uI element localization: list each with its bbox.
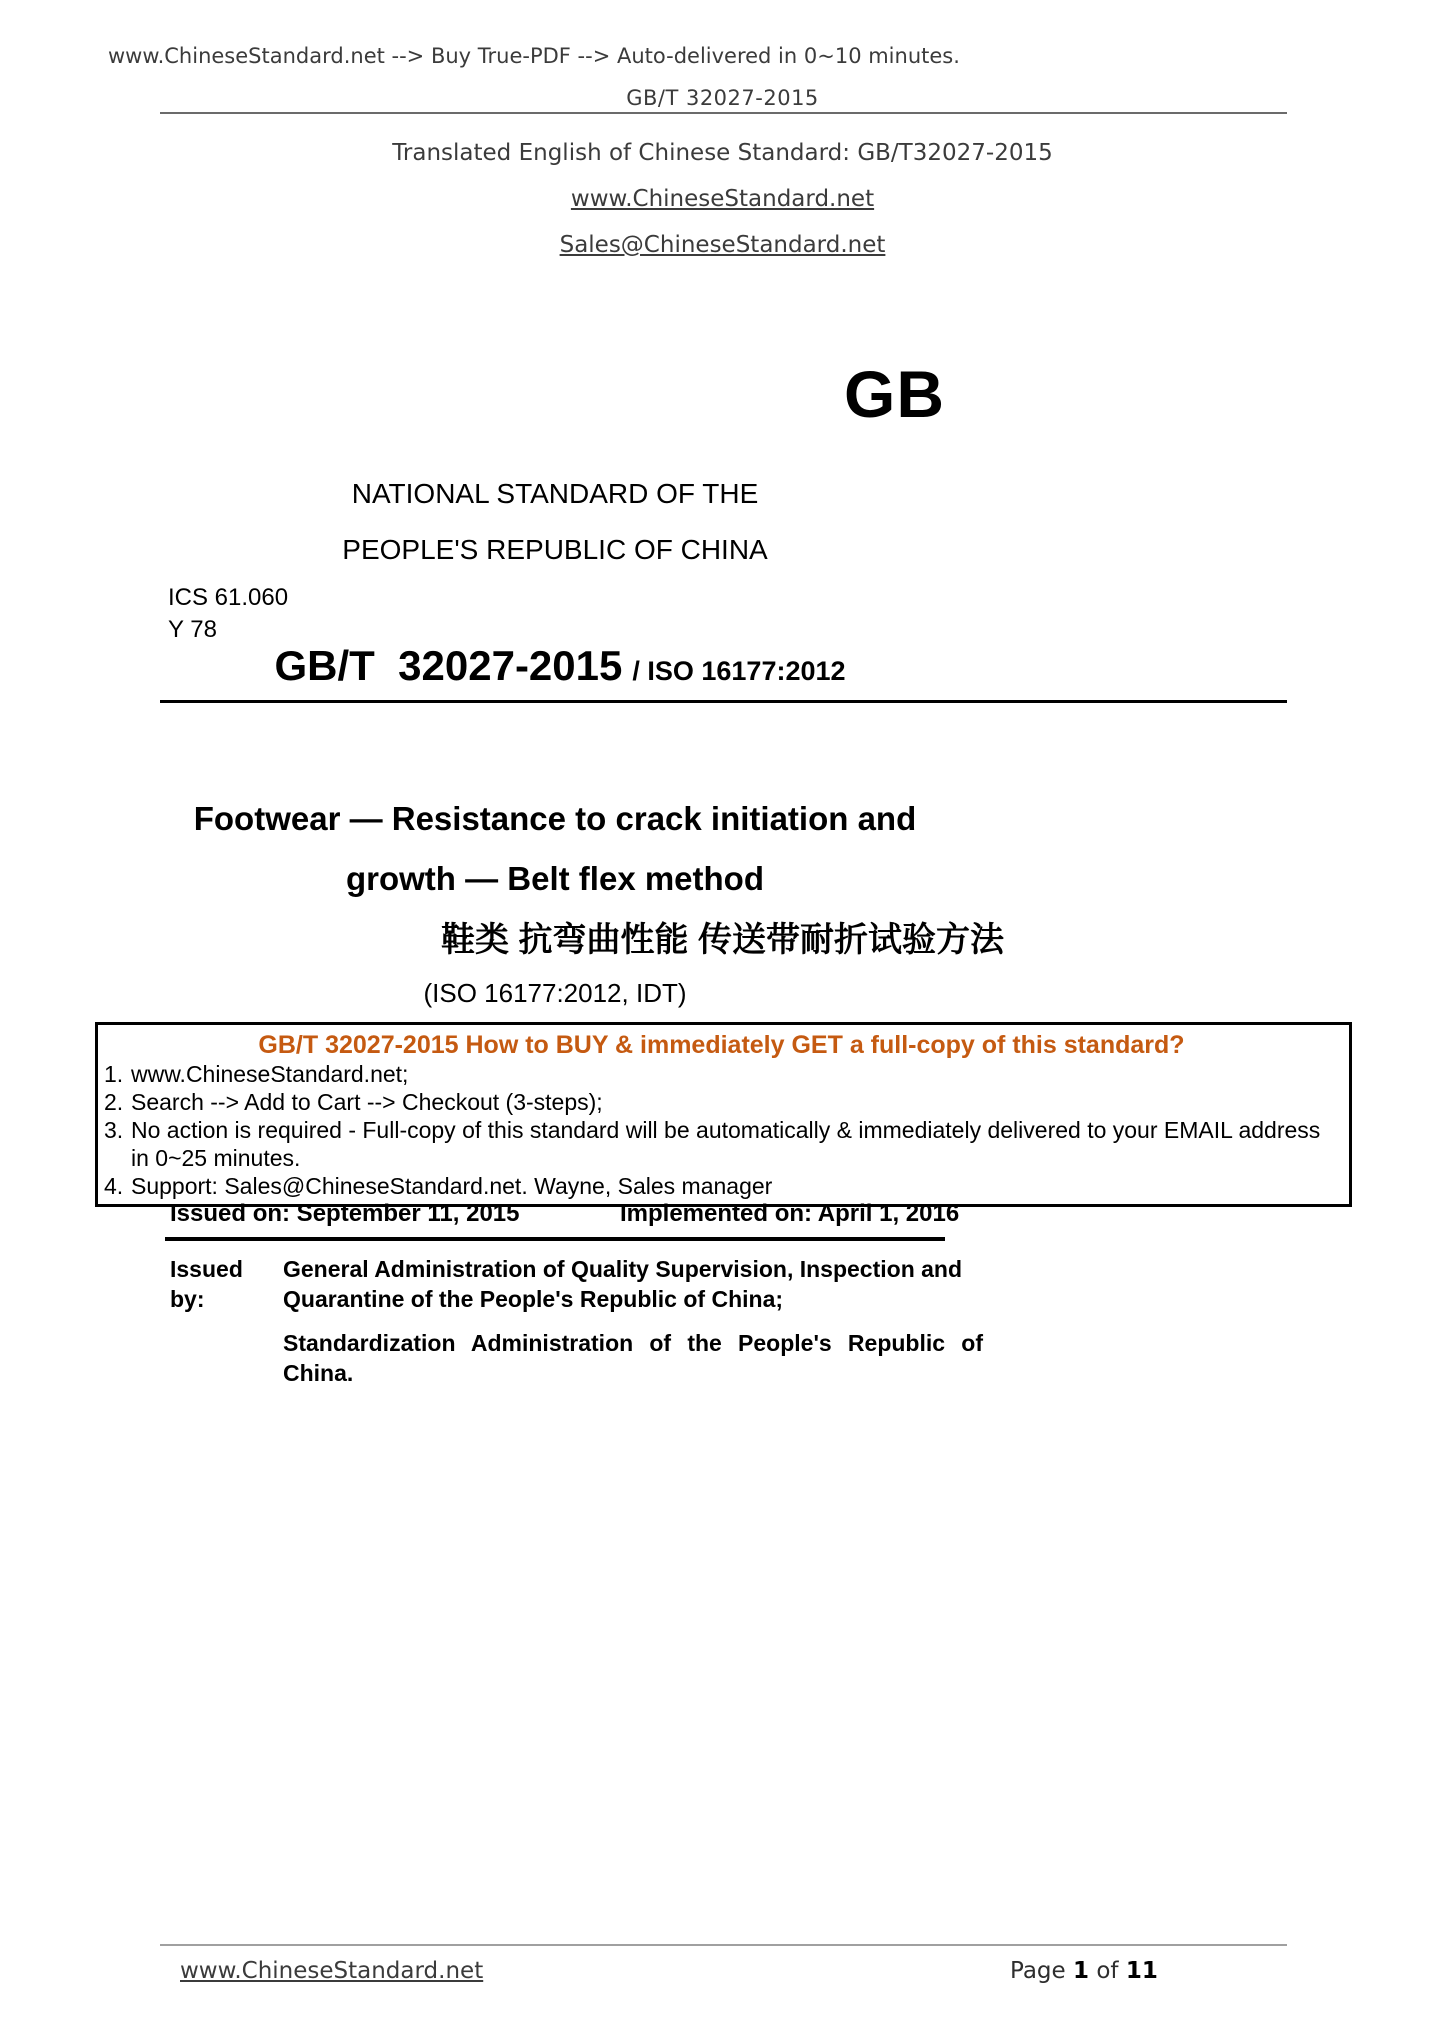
buy-step-4 bbox=[104, 1172, 1339, 1200]
buy-step-3-text: No action is required - Full-copy of this standard will be automatically & immediately delivered to your EMAIL address in 0~25 minutes. bbox=[131, 1117, 1321, 1171]
issued-date: Issued on: September 11, 2015 bbox=[170, 1200, 520, 1227]
footer-divider bbox=[160, 1944, 1287, 1946]
buy-step-1-number: 1. bbox=[104, 1061, 124, 1087]
classification-code: Y 78 bbox=[168, 616, 217, 643]
standard-number-divider bbox=[160, 700, 1287, 703]
standard-number: GB/T 32027-2015 bbox=[274, 642, 623, 689]
buy-step-4-text: Support: Sales@ChineseStandard.net. Wayne, Sales manager bbox=[131, 1173, 773, 1199]
page-total: 11 bbox=[1125, 1958, 1158, 1984]
buy-step-2 bbox=[104, 1088, 1339, 1116]
translated-title-line: Translated English of Chinese Standard: GB/T32027-2015 bbox=[392, 140, 1053, 166]
issuer-line4: China. bbox=[283, 1360, 354, 1386]
implemented-date: Implemented on: April 1, 2016 bbox=[620, 1200, 960, 1227]
document-title-chinese: 鞋类 抗弯曲性能 传送带耐折试验方法 bbox=[441, 921, 1004, 959]
iso-idt-note: (ISO 16177:2012, IDT) bbox=[423, 978, 687, 1008]
document-title-line2: growth — Belt flex method bbox=[345, 860, 764, 897]
issuer-line2: Quarantine of the People's Republic of China; bbox=[283, 1286, 784, 1312]
header-banner: www.ChineseStandard.net --> Buy True-PDF --> Auto-delivered in 0~10 minutes. bbox=[108, 44, 960, 68]
header-doc-code: GB/T 32027-2015 bbox=[626, 86, 819, 110]
national-standard-line2: PEOPLE'S REPUBLIC OF CHINA bbox=[342, 534, 768, 565]
national-standard-line1: NATIONAL STANDARD OF THE bbox=[351, 478, 759, 509]
issuer-line3: Standardization Administration of the People's Republic of bbox=[283, 1330, 983, 1356]
iso-reference: / ISO 16177:2012 bbox=[632, 656, 846, 686]
ics-code: ICS 61.060 bbox=[168, 584, 289, 611]
issuer-block bbox=[170, 1254, 1050, 1388]
document-title-line1: Footwear — Resistance to crack initiation and bbox=[193, 800, 917, 837]
page-of-label: of bbox=[1089, 1958, 1126, 1984]
buy-step-1 bbox=[104, 1060, 1339, 1088]
buy-step-2-text: Search --> Add to Cart --> Checkout (3-steps); bbox=[131, 1089, 603, 1115]
buy-step-3-number: 3. bbox=[104, 1117, 124, 1143]
sales-email-row bbox=[0, 232, 1445, 258]
buy-step-3 bbox=[104, 1116, 1339, 1172]
issuer-text bbox=[283, 1254, 1050, 1388]
page-indicator bbox=[1010, 1958, 1158, 1984]
website-link[interactable]: www.ChineseStandard.net bbox=[570, 186, 875, 212]
buy-instructions-box bbox=[95, 1022, 1352, 1207]
issued-by-label: Issued by: bbox=[170, 1256, 243, 1312]
dates-divider bbox=[165, 1237, 945, 1241]
gb-logo: GB bbox=[844, 357, 945, 431]
buy-step-1-text: www.ChineseStandard.net; bbox=[131, 1061, 409, 1087]
standard-number-line bbox=[160, 642, 960, 690]
website-link-row bbox=[0, 186, 1445, 212]
buy-box-title: GB/T 32027-2015 How to BUY & immediately GET a full-copy of this standard? bbox=[258, 1031, 1185, 1059]
page-number: 1 bbox=[1073, 1958, 1090, 1984]
header-divider bbox=[160, 112, 1287, 114]
buy-step-2-number: 2. bbox=[104, 1089, 124, 1115]
buy-step-4-number: 4. bbox=[104, 1173, 124, 1199]
footer-website-link[interactable]: www.ChineseStandard.net bbox=[180, 1958, 484, 1984]
issuer-line1: General Administration of Quality Supervision, Inspection and bbox=[283, 1256, 963, 1282]
page-label: Page bbox=[1010, 1958, 1073, 1984]
sales-email-link[interactable]: Sales@ChineseStandard.net bbox=[559, 232, 886, 258]
